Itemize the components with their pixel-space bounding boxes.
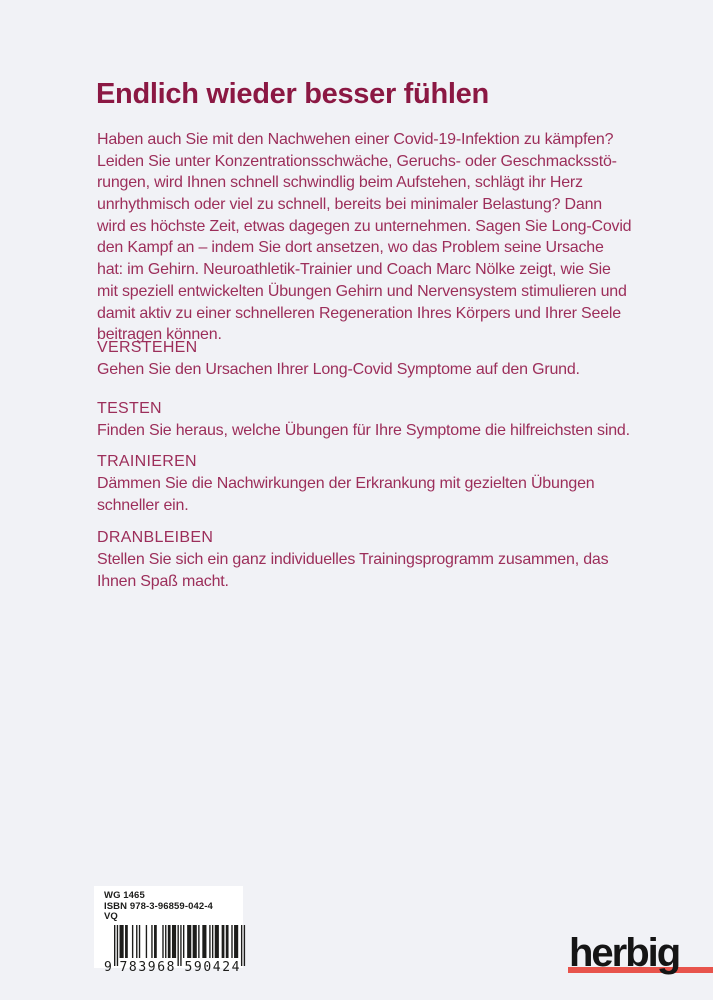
intro-line: hat: im Gehirn. Neuroathletik-Trainier und Coach Marc Nölke zeigt, wie Sie <box>97 261 611 279</box>
intro-line: rungen, wird Ihnen schnell schwindlig beim Aufstehen, schlägt ihr Herz <box>97 174 583 192</box>
section-heading: TESTEN <box>97 400 162 417</box>
svg-text:783968: 783968 <box>119 959 175 973</box>
intro-line: Leiden Sie unter Konzentrationsschwäche, Geruchs- oder Geschmacksstö- <box>97 152 617 170</box>
page-title: Endlich wieder besser fühlen <box>96 78 489 110</box>
intro-line: mit speziell entwickelten Übungen Gehirn und Nervensystem stimulieren und <box>97 282 627 300</box>
intro-line: damit aktiv zu einer schnelleren Regeneration Ihres Körpers und Ihrer Seele <box>97 304 621 322</box>
ean13-barcode <box>104 925 243 973</box>
intro-line: unrhythmisch oder viel zu schnell, bereits bei minimaler Belastung? Dann <box>97 196 602 214</box>
section-testen <box>97 398 630 442</box>
intro-line: wird es höchste Zeit, etwas dagegen zu unternehmen. Sagen Sie Long-Covid <box>97 217 632 235</box>
section-text-line: Gehen Sie den Ursachen Ihrer Long-Covid Symptome auf den Grund. <box>97 361 580 378</box>
section-trainieren <box>97 451 595 516</box>
vq-code: VQ <box>104 911 118 922</box>
isbn-label: ISBN 978-3-96859-042-4 <box>104 900 213 912</box>
section-heading: TRAINIEREN <box>97 453 197 470</box>
section-heading: VERSTEHEN <box>97 339 198 356</box>
intro-line: den Kampf an – indem Sie dort ansetzen, wo das Problem seine Ursache <box>97 239 604 257</box>
section-verstehen <box>97 337 580 381</box>
section-text-line: Dämmen Sie die Nachwirkungen der Erkrankung mit gezielten Übungen <box>97 475 595 492</box>
section-heading: DRANBLEIBEN <box>97 529 214 546</box>
barcode-panel <box>94 886 243 973</box>
section-dranbleiben <box>97 527 608 592</box>
intro-line: beitragen können. <box>97 326 222 344</box>
section-text-line: schneller ein. <box>97 496 189 514</box>
intro-paragraph <box>97 129 631 346</box>
section-text-line: Ihnen Spaß macht. <box>97 572 229 590</box>
svg-text:9: 9 <box>104 959 112 973</box>
publisher-logo: herbig <box>569 931 680 975</box>
intro-line: Haben auch Sie mit den Nachwehen einer Covid-19-Infektion zu kämpfen? <box>97 131 614 148</box>
section-text-line: Stellen Sie sich ein ganz individuelles Trainingsprogramm zusammen, das <box>97 551 609 568</box>
svg-text:590424: 590424 <box>184 959 240 973</box>
section-text-line: Finden Sie heraus, welche Übungen für Ihre Symptome die hilfreichsten sind. <box>97 422 630 439</box>
wg-code: WG 1465 <box>104 890 145 901</box>
